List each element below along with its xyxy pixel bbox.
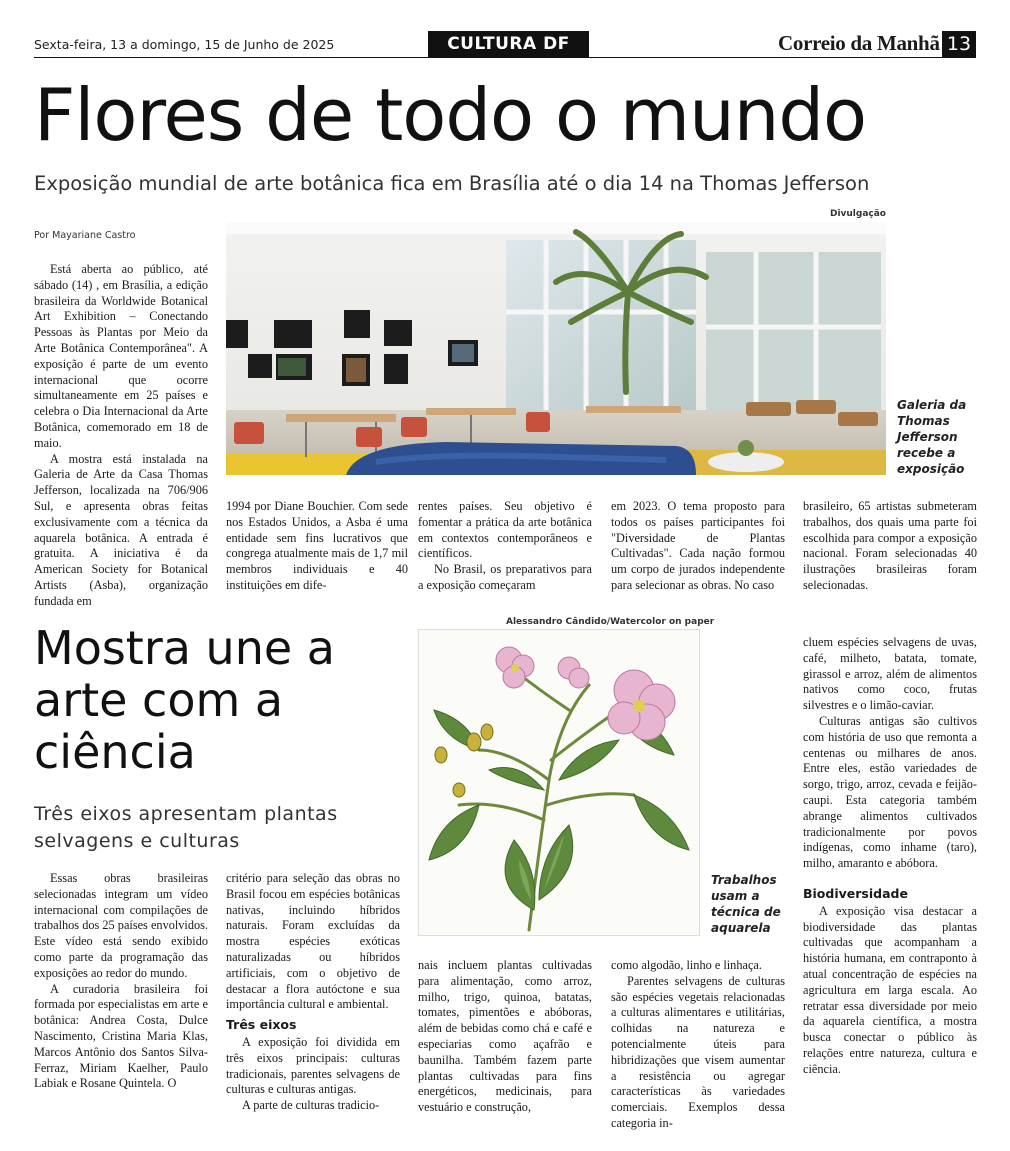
header-date: Sexta-feira, 13 a domingo, 15 de Junho de 2025 [34,37,335,52]
paragraph: 1994 por Diane Bouchier. Com sede nos Estados Unidos, a Asba é uma entidade sem fins lucrativos que congrega atualmente mais de 1,7 mil membros individuais e 40 instituições em dife- [226,499,408,592]
photo-credit: Divulgação [829,209,886,219]
gallery-photo [226,222,886,475]
article1-column-5 [803,499,977,594]
article1-subhead: Exposição mundial de arte botânica fica em Brasília até o dia 14 na Thomas Jefferson [34,172,870,195]
photo-caption: Galeria da Thomas Jefferson recebe a exposição [897,398,967,476]
botanical-illustration [418,629,700,936]
article1-headline: Flores de todo o mundo [34,73,867,157]
paragraph: No Brasil, os preparativos para a exposição começaram [418,562,592,592]
article2-column-2 [226,871,400,1114]
gallery-photo-image [226,222,886,475]
byline: Por Mayariane Castro [34,230,136,241]
newspaper-logo: Correio da Manhã [778,31,940,55]
article1-column-3 [418,499,592,594]
paragraph: rentes países. Seu objetivo é fomentar a prática da arte botânica em contextos contemporâneos e científicos. [418,499,592,561]
article2-column-4 [611,958,785,1132]
article2-subhead: Três eixos apresentam plantas selvagens e culturas [34,803,338,852]
article1-column-2 [226,499,408,594]
subheading-tres-eixos: Três eixos [226,1017,297,1033]
paragraph: critério para seleção das obras no Brasil focou em espécies botânicas nativas, incluindo híbridos naturais. Foram excluídas da mostra espécies exóticas naturalizadas ou híbridos artificiais, com o objetivo de destacar a flora autóctone e sua importância cultural e ambiental. [226,871,400,1012]
botanical-illustration-image [419,630,699,935]
paragraph: Essas obras brasileiras selecionadas integram um vídeo internacional com compilações de trabalhos dos 25 países envolvidos. Este vídeo está sendo exibido como parte da programação das exposições ao redor do mundo. [34,871,208,980]
paragraph: Parentes selvagens de culturas são espécies vegetais relacionadas a culturas alimentares e utilitárias, colhidas na natureza e potencialmente úteis para hibridizações que visem aumentar a resistência ou agregar características às variedades comerciais. Exemplos dessa categoria in- [611,973,785,1130]
paragraph: A parte de culturas tradicio- [242,1098,380,1113]
illustration-credit: Alessandro Cândido/Watercolor on paper [506,617,715,627]
paragraph: cluem espécies selvagens de uvas, café, milheto, batata, tomate, girassol e arroz, além de alimentos nativos como coco, frutas silvestres e o limão-caviar. [803,635,977,713]
paragraph: Culturas antigas são cultivos com história de uso que remonta a centenas ou milhares de anos. Entre eles, estão variedades de sorgo, trigo, arroz, cevada e feijão-caupi. Esta categoria também abrange alimentos cultivados tradicionalmente por povos indígenas, como inhame (taro), milho, amaranto e abóbora. [803,713,977,871]
paragraph: A curadoria brasileira foi formada por especialistas em arte e botânica: Andrea Costa, Dulce Nascimento, Cristina Maria Klas, Marcos Antônio dos Santos Silva-Ferraz, Miriam Kaelher, Paulo Labiak e Rosane Quintela. O [34,981,208,1091]
illustration-caption: Trabalhos usam a técnica de aquarela [711,873,781,935]
paragraph: em 2023. O tema proposto para todos os países participantes foi "Diversidade de Plantas Cultivadas". Cada nação formou um corpo de jurados independente para selecionar as obras. No caso [611,499,785,592]
header-rule [34,57,976,58]
subheading-biodiversidade: Biodiversidade [803,885,908,901]
paragraph: A exposição visa destacar a biodiversidade das plantas cultivadas que acompanham a história humana, em contraponto à atual concentração de espécies na agricultura em larga escala. Ao retratar essa diversidade por meio da aquarela científica, a mostra busca conectar o público às relações entre natureza, cultura e ciência. [803,903,977,1076]
paragraph: Está aberta ao público, até sábado (14) , em Brasília, a edição brasileira da Worldwide Botanical Art Exhibition – Conectando Pessoas às Plantas por Meio da Arte Botânica Contemporânea". A exposição é parte de um evento internacional que ocorre simultaneamente em 25 países e celebra o Dia Internacional da Arte Botânica, comemorado em 18 de maio. [34,262,208,450]
article2-column-5 [803,635,977,1078]
page-number: 13 [942,31,976,58]
paragraph: nais incluem plantas cultivadas para alimentação, como arroz, milho, trigo, quinoa, batatas, tomates, pimentões e abóboras, além de bebidas como chá e café e especiarias como açafrão e baunilha. Também fazem parte plantas cultivadas para fins energéticos, medicinais, para vestuário e construção, [418,958,592,1115]
article1-column-1 [34,262,208,610]
paragraph: A mostra está instalada na Galeria de Arte da Casa Thomas Jefferson, localizada na 706/906 Sul, e apresenta obras feitas exclusivamente com a técnica da aquarela botânica. A entrada é gratuita. A iniciativa é da American Society for Botanical Artists (Asba), organização fundada em [34,451,208,608]
paragraph: A exposição foi dividida em três eixos principais: culturas tradicionais, parentes selvagens de culturas e culturas antigas. [226,1034,400,1097]
article1-column-4 [611,499,785,594]
article2-headline: Mostra une a arte com a ciência [34,621,335,779]
article2-column-1 [34,871,208,1092]
article2-column-3 [418,958,592,1116]
section-label: CULTURA DF [428,31,589,57]
paragraph: como algodão, linho e linhaça. [611,958,762,972]
paragraph: brasileiro, 65 artistas submeteram trabalhos, dos quais uma parte foi escolhida para compor a exposição nacional. Foram selecionadas 40 ilustrações brasileiras foram selecionadas. [803,499,977,592]
